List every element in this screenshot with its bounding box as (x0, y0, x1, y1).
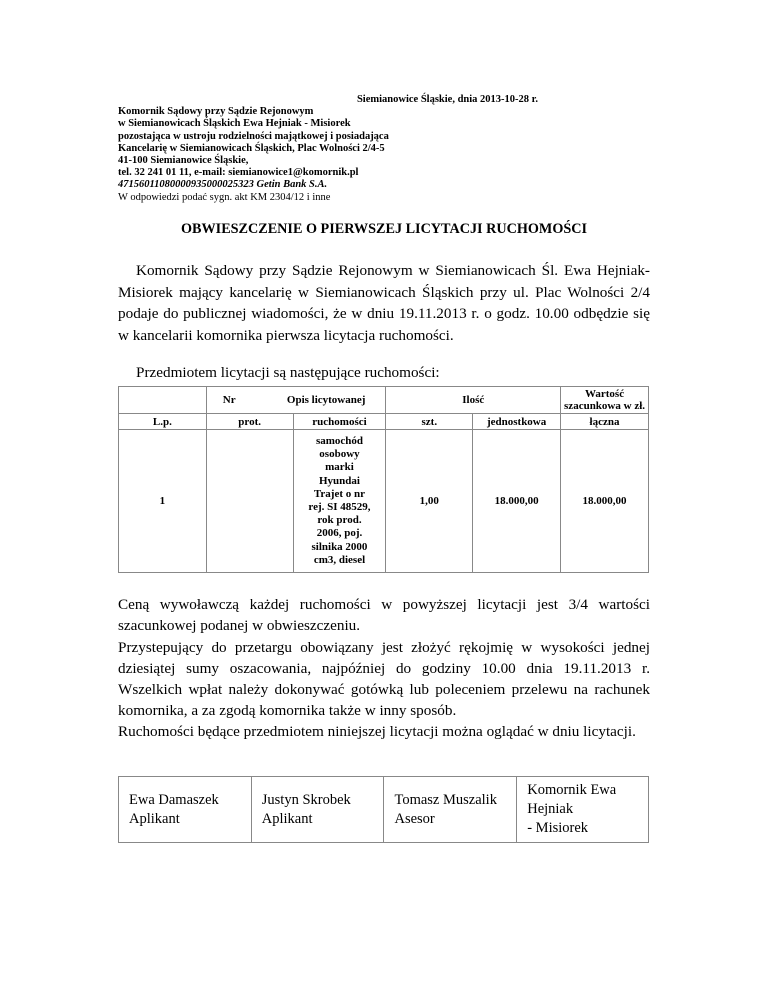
header-lp: L.p. (119, 414, 207, 430)
cell-qty: 1,00 (386, 430, 473, 573)
signature-cell: Justyn Skrobek Aplikant (251, 777, 384, 843)
signature-cell: Tomasz Muszalik Asesor (384, 777, 517, 843)
cell-lp: 1 (119, 430, 207, 573)
postal-line: 41-100 Siemianowice Śląskie, (118, 155, 249, 167)
signatures-table (118, 776, 649, 843)
conditions-text (118, 594, 650, 722)
bank-account: 47156011080000935000025323 Getin Bank S.A. (118, 179, 328, 191)
header-wartosc: Wartość szacunkowa w zł. (561, 387, 649, 414)
header-ilosc: Ilość (386, 387, 561, 414)
document-title: OBWIESZCZENIE O PIERWSZEJ LICYTACJI RUCHOMOŚCI (180, 221, 588, 237)
header-jednostkowa: jednostkowa (473, 414, 561, 430)
letterhead (118, 94, 538, 204)
starting-price-paragraph: Ceną wywoławczą każdej ruchomości w powyższej licytacji jest 3/4 wartości szacunkowej podanej w obwieszczeniu. (118, 596, 650, 635)
viewing-paragraph: Ruchomości będące przedmiotem niniejszej licytacji można oglądać w dniu licytacji. (118, 723, 636, 740)
header-opis: Opis licytowanej (286, 394, 366, 406)
bailiff-line-3: pozostająca w ustroju rodzielności majątkowej i posiadająca (118, 130, 389, 142)
header-prot: prot. (206, 414, 293, 430)
bailiff-line-1: Komornik Sądowy przy Sądzie Rejonowym (118, 106, 314, 118)
items-table (118, 386, 649, 573)
office-address-line: Kancelarię w Siemianowicach Śląskich, Plac Wolności 2/4-5 (118, 142, 385, 154)
cell-prot (206, 430, 293, 573)
signatures-row (119, 777, 649, 843)
reference-line: W odpowiedzi podać sygn. akt KM 2304/12 i inne (118, 191, 331, 203)
header-szt: szt. (386, 414, 473, 430)
table-row (119, 430, 649, 573)
bailiff-line-2: w Siemianowicach Śląskich Ewa Hejniak - Misiorek (118, 118, 351, 130)
header-nr-opis (206, 387, 386, 414)
header-nr: Nr (222, 394, 236, 406)
header-laczna: łączna (561, 414, 649, 430)
subject-line: Przedmiotem licytacji są następujące ruchomości: (136, 364, 440, 381)
signature-cell: Komornik Ewa Hejniak - Misiorek (517, 777, 649, 843)
table-header-row-1 (119, 387, 649, 414)
cell-total-value: 18.000,00 (561, 430, 649, 573)
cell-description: samochód osobowy marki Hyundai Trajet o nr rej. SI 48529, rok prod. 2006, poj. silnika 2000 cm3, diesel (293, 430, 386, 573)
signature-cell: Ewa Damaszek Aplikant (119, 777, 252, 843)
intro-paragraph: Komornik Sądowy przy Sądzie Rejonowym w Siemianowicach Śl. Ewa Hejniak-Misiorek mający kancelarię w Siemianowicach Śląskich przy ul. Plac Wolności 2/4 podaje do publicznej wiadomości, że w dniu 19.11.2013 r. o godz. 10.00 odbędzie się w kancelarii komornika pierwsza licytacja ruchomości. (118, 262, 650, 344)
cell-unit-value: 18.000,00 (473, 430, 561, 573)
table-header-row-2 (119, 414, 649, 430)
deposit-paragraph: Przystepujący do przetargu obowiązany jest złożyć rękojmię w wysokości jednej dziesiątej sumy oszacowania, najpóźniej do godziny 10.00 dnia 19.11.2013 r. Wszelkich wpłat należy dokonywać gotówką lub poleceniem przelewu na rachunek komornika, a za zgodą komornika także w inny sposób. (118, 638, 650, 720)
header-ruchomosci: ruchomości (293, 414, 386, 430)
contact-line: tel. 32 241 01 11, e-mail: siemianowice1@komornik.pl (118, 167, 359, 179)
date-line: Siemianowice Śląskie, dnia 2013-10-28 r. (356, 94, 538, 105)
